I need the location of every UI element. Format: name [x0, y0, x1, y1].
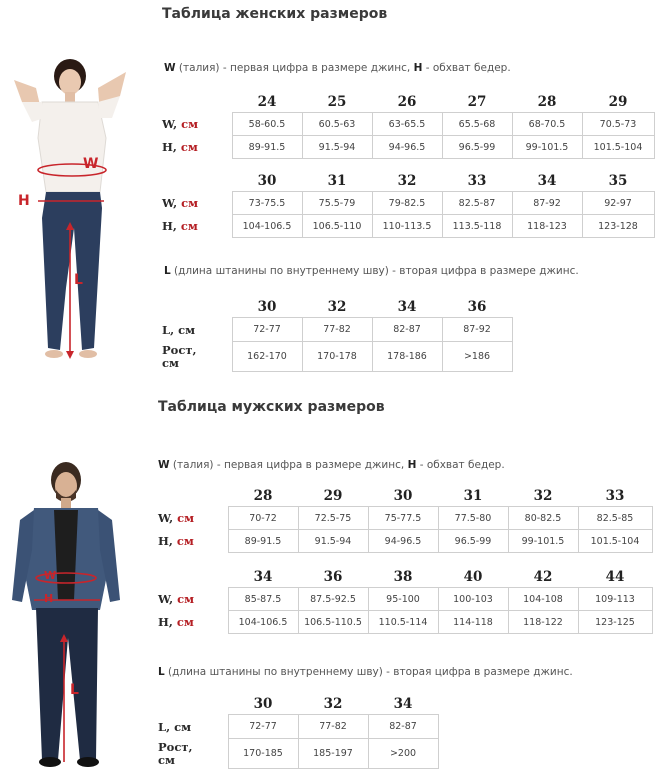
table-cell: 89-91.5 — [228, 530, 298, 553]
table-cell: 100-103 — [438, 588, 508, 611]
row-label: W, см — [158, 511, 195, 525]
row-label: W, см — [158, 592, 195, 606]
table-cell: 91.5-94 — [302, 136, 372, 159]
length-header: 34 — [393, 695, 413, 712]
row-label: H, см — [162, 219, 198, 233]
length-header: 30 — [257, 298, 277, 315]
size-header: 33 — [605, 487, 625, 504]
row-label: H, см — [162, 140, 198, 154]
men-l-description: L (длина штанины по внутреннему шву) - вторая цифра в размере джинс. — [158, 666, 573, 678]
table-cell: 118-122 — [508, 611, 578, 634]
table-cell: 104-108 — [508, 588, 578, 611]
table-cell: 82.5-87 — [442, 192, 512, 215]
table-row — [156, 715, 438, 739]
table-row — [160, 192, 654, 215]
row-label: L, см — [158, 719, 192, 734]
man-length-mark: L — [70, 682, 79, 698]
table-cell: 123-128 — [582, 215, 654, 238]
table-cell: >200 — [368, 739, 438, 769]
women-length-table — [160, 296, 513, 372]
size-header: 31 — [463, 487, 483, 504]
table-cell: 91.5-94 — [298, 530, 368, 553]
table-cell: 60.5-63 — [302, 113, 372, 136]
table-cell: 87-92 — [512, 192, 582, 215]
table-cell: 68-70.5 — [512, 113, 582, 136]
woman-length-mark: L — [74, 272, 83, 288]
table-cell: 79-82.5 — [372, 192, 442, 215]
length-header: 36 — [467, 298, 487, 315]
size-header: 40 — [463, 568, 483, 585]
size-header: 29 — [608, 93, 628, 110]
table-cell: 92-97 — [582, 192, 654, 215]
size-header: 25 — [327, 93, 347, 110]
woman-waist-mark: W — [83, 156, 99, 172]
table-cell: 63-65.5 — [372, 113, 442, 136]
table-cell: 104-106.5 — [232, 215, 302, 238]
table-cell: 113.5-118 — [442, 215, 512, 238]
length-header: 30 — [253, 695, 273, 712]
table-cell: 73-75.5 — [232, 192, 302, 215]
size-header: 42 — [533, 568, 553, 585]
table-cell: 87.5-92.5 — [298, 588, 368, 611]
table-cell: 70-72 — [228, 507, 298, 530]
table-cell: 89-91.5 — [232, 136, 302, 159]
women-title: Таблица женских размеров — [162, 6, 388, 22]
table-cell: 77-82 — [302, 318, 372, 342]
size-header: 33 — [467, 172, 487, 189]
size-header: 31 — [327, 172, 347, 189]
table-row — [156, 588, 652, 611]
size-header: 29 — [323, 487, 343, 504]
table-cell: 114-118 — [438, 611, 508, 634]
table-cell: 96.5-99 — [442, 136, 512, 159]
table-cell: 170-178 — [302, 342, 372, 372]
table-cell: 72-77 — [228, 715, 298, 739]
table-cell: 65.5-68 — [442, 113, 512, 136]
table-cell: 109-113 — [578, 588, 652, 611]
table-cell: 95-100 — [368, 588, 438, 611]
men-wh-description: W (талия) - первая цифра в размере джинс, H - обхват бедер. — [158, 459, 505, 471]
size-header: 26 — [397, 93, 417, 110]
size-header: 34 — [537, 172, 557, 189]
row-label: Рост, см — [162, 342, 197, 370]
size-header: 24 — [257, 93, 277, 110]
table-cell: 99-101.5 — [508, 530, 578, 553]
row-label: Рост, см — [158, 739, 193, 767]
size-header: 34 — [253, 568, 273, 585]
table-row — [156, 507, 652, 530]
table-cell: 101.5-104 — [582, 136, 654, 159]
table-cell: 82.5-85 — [578, 507, 652, 530]
table-cell: 75.5-79 — [302, 192, 372, 215]
men-title: Таблица мужских размеров — [158, 399, 385, 415]
men-size-table-1 — [156, 485, 653, 553]
table-cell: 82-87 — [368, 715, 438, 739]
table-cell: 58-60.5 — [232, 113, 302, 136]
table-cell: 85-87.5 — [228, 588, 298, 611]
size-header: 30 — [257, 172, 277, 189]
size-header: 35 — [608, 172, 628, 189]
table-cell: 99-101.5 — [512, 136, 582, 159]
table-row — [156, 739, 438, 769]
table-cell: 178-186 — [372, 342, 442, 372]
table-cell: 70.5-73 — [582, 113, 654, 136]
table-cell: 106.5-110 — [302, 215, 372, 238]
row-label: H, см — [158, 615, 194, 629]
table-cell: 72-77 — [232, 318, 302, 342]
man-photo — [4, 460, 132, 772]
size-header: 36 — [323, 568, 343, 585]
table-cell: 82-87 — [372, 318, 442, 342]
table-cell: 80-82.5 — [508, 507, 578, 530]
size-header: 32 — [533, 487, 553, 504]
table-cell: 104-106.5 — [228, 611, 298, 634]
size-header: 27 — [467, 93, 487, 110]
woman-photo — [8, 58, 136, 363]
table-cell: 123-125 — [578, 611, 652, 634]
table-cell: 94-96.5 — [372, 136, 442, 159]
table-row — [160, 215, 654, 238]
women-size-table-2 — [160, 170, 655, 238]
man-hip-mark: H — [44, 592, 54, 605]
table-cell: 110-113.5 — [372, 215, 442, 238]
table-cell: 162-170 — [232, 342, 302, 372]
table-cell: 185-197 — [298, 739, 368, 769]
table-cell: 106.5-110.5 — [298, 611, 368, 634]
men-size-table-2 — [156, 566, 653, 634]
table-row — [156, 611, 652, 634]
size-header: 38 — [393, 568, 413, 585]
table-cell: 118-123 — [512, 215, 582, 238]
table-cell: 96.5-99 — [438, 530, 508, 553]
table-cell: 75-77.5 — [368, 507, 438, 530]
table-cell: 72.5-75 — [298, 507, 368, 530]
men-length-table — [156, 693, 439, 769]
table-row — [160, 136, 654, 159]
length-header: 32 — [327, 298, 347, 315]
row-label: L, см — [162, 322, 196, 337]
row-label: W, см — [162, 196, 199, 210]
man-waist-mark: W — [44, 569, 57, 582]
table-cell: 110.5-114 — [368, 611, 438, 634]
size-header: 28 — [253, 487, 273, 504]
table-cell: 94-96.5 — [368, 530, 438, 553]
size-header: 32 — [397, 172, 417, 189]
women-size-table-1 — [160, 91, 655, 159]
table-row — [160, 113, 654, 136]
table-row — [160, 342, 512, 372]
row-label: H, см — [158, 534, 194, 548]
women-l-description: L (длина штанины по внутреннему шву) - вторая цифра в размере джинс. — [164, 265, 579, 277]
size-header: 28 — [537, 93, 557, 110]
table-cell: 101.5-104 — [578, 530, 652, 553]
table-cell: 77.5-80 — [438, 507, 508, 530]
women-wh-description: W (талия) - первая цифра в размере джинс, H - обхват бедер. — [164, 62, 511, 74]
table-cell: >186 — [442, 342, 512, 372]
table-cell: 87-92 — [442, 318, 512, 342]
length-header: 34 — [397, 298, 417, 315]
table-cell: 170-185 — [228, 739, 298, 769]
length-header: 32 — [323, 695, 343, 712]
size-header: 44 — [605, 568, 625, 585]
table-row — [156, 530, 652, 553]
table-row — [160, 318, 512, 342]
table-cell: 77-82 — [298, 715, 368, 739]
size-header: 30 — [393, 487, 413, 504]
row-label: W, см — [162, 117, 199, 131]
woman-hip-mark: H — [18, 193, 30, 209]
